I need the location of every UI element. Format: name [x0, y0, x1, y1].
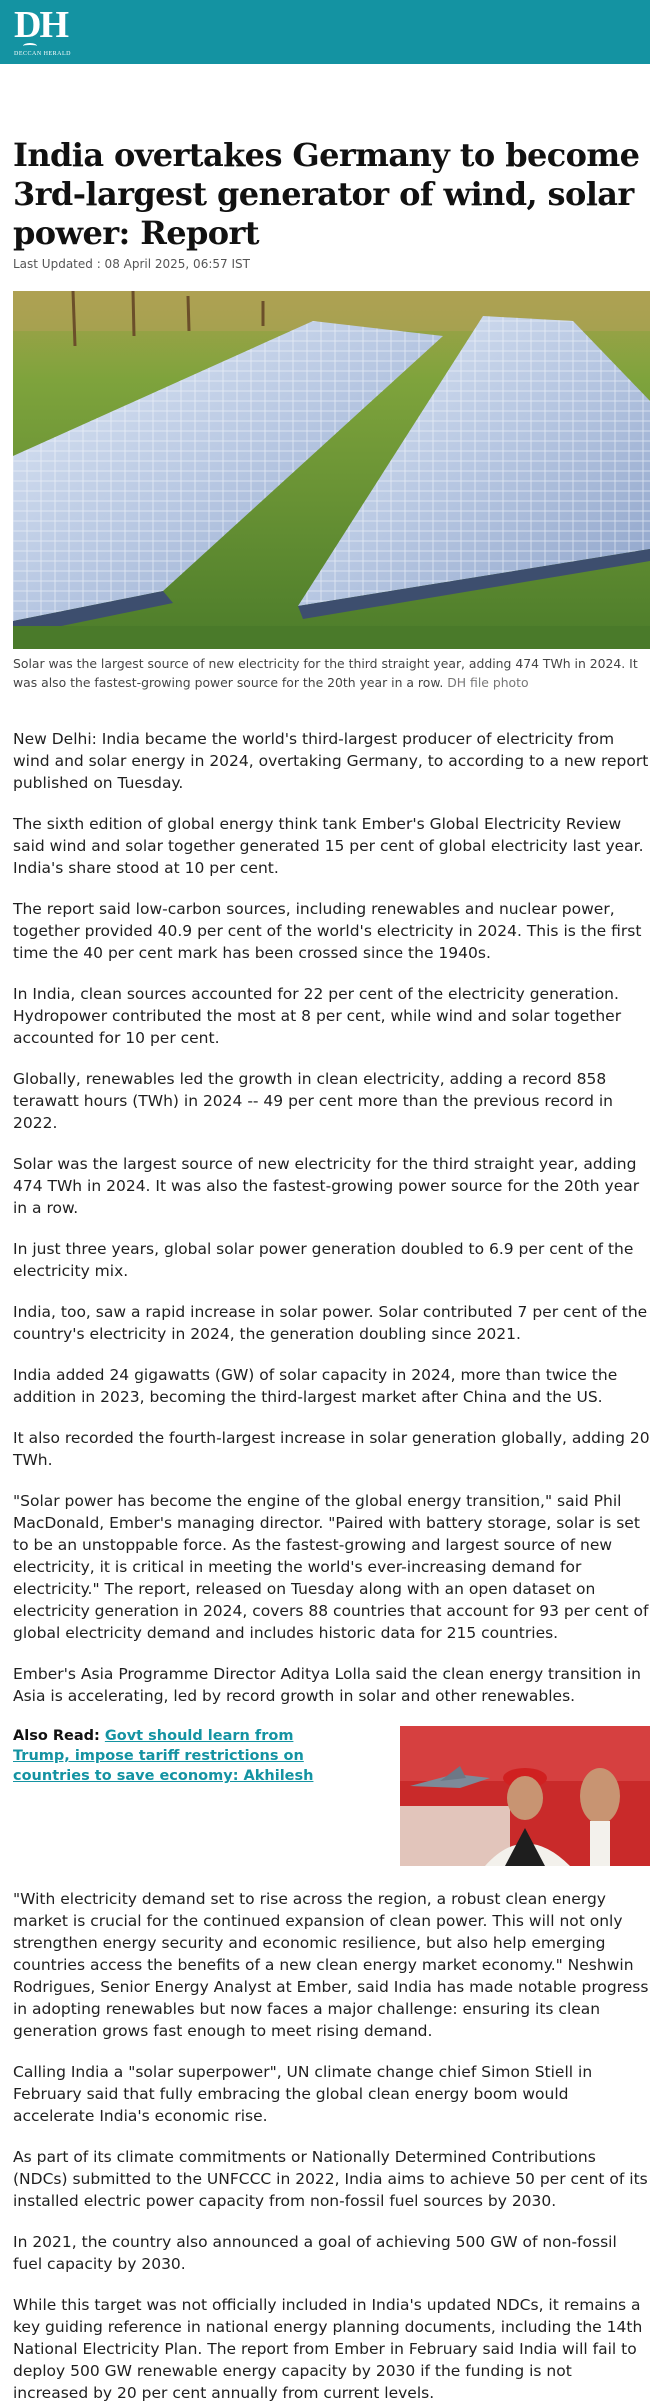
paragraph: The sixth edition of global energy think tank Ember's Global Electricity Review said wind and solar together generated 15 per cent of global electricity last year. India's share stood at 10 per cent. — [13, 815, 644, 877]
paragraph: In 2021, the country also announced a goal of achieving 500 GW of non-fossil fuel capacity by 2030. — [13, 2233, 617, 2273]
paragraph: In just three years, global solar power generation doubled to 6.9 per cent of the electricity mix. — [13, 1240, 634, 1280]
logo-mark: DH — [14, 3, 67, 46]
paragraph: It also recorded the fourth-largest increase in solar generation globally, adding 20 TWh. — [13, 1429, 650, 1469]
also-read-block — [13, 1726, 650, 1866]
hero-image-solar-panels — [13, 291, 650, 649]
site-header — [0, 0, 650, 64]
paragraph: Ember's Asia Programme Director Aditya Lolla said the clean energy transition in Asia is accelerating, led by record growth in solar and other renewables. — [13, 1665, 641, 1705]
paragraph: New Delhi: India became the world's third-largest producer of electricity from wind and solar energy in 2024, overtaking Germany, to according to a new report published on Tuesday. — [13, 730, 649, 792]
paragraph: India added 24 gigawatts (GW) of solar capacity in 2024, more than twice the addition in 2023, becoming the third-largest market after China and the US. — [13, 1366, 618, 1406]
paragraph: Solar was the largest source of new electricity for the third straight year, adding 474 TWh in 2024. It was also the fastest-growing power source for the 20th year in a row. — [13, 1155, 640, 1217]
paragraph: India, too, saw a rapid increase in solar power. Solar contributed 7 per cent of the country's electricity in 2024, the generation doubling since 2021. — [13, 1303, 648, 1343]
article-main — [0, 136, 650, 2404]
solar-panels-illustration — [13, 291, 650, 649]
logo-emblem-icon — [23, 43, 37, 49]
hero-figure — [13, 291, 650, 692]
also-read-thumbnail[interactable] — [400, 1726, 650, 1866]
also-read-label: Also Read: — [13, 1728, 100, 1744]
paragraph: Globally, renewables led the growth in clean electricity, adding a record 858 terawatt hours (TWh) in 2024 -- 49 per cent more than the previous record in 2022. — [13, 1070, 613, 1132]
paragraph: Calling India a "solar superpower", UN climate change chief Simon Stiell in February said that fully embracing the global clean energy boom would accelerate India's economic rise. — [13, 2063, 593, 2125]
paragraph: "With electricity demand set to rise across the region, a robust clean energy market is crucial for the continued expansion of clean power. This will not only strengthen energy security and economic resilience, but also help emerging countries access the benefits of a new clean energy market economy." Neshwin Rodrigues, Senior Energy Analyst at Ember, said India has made notable progress in adopting renewables but now faces a major challenge: ensuring its clean generation grows fast enough to meet rising demand. — [13, 1890, 649, 2040]
paragraph: While this target was not officially included in India's updated NDCs, it remains a key guiding reference in national energy planning documents, including the 14th National Electricity Plan. The report from Ember in February said India will fail to deploy 500 GW renewable energy capacity by 2030 if the funding is not increased by 20 per cent annually from current levels. — [13, 2296, 643, 2402]
hero-caption — [13, 654, 643, 692]
article-title: India overtakes Germany to become 3rd-largest generator of wind, solar power: Report — [13, 136, 640, 252]
last-updated: Last Updated : 08 April 2025, 06:57 IST — [13, 257, 250, 271]
logo-subtitle: DECCAN HERALD — [14, 50, 71, 57]
paragraph: The report said low-carbon sources, including renewables and nuclear power, together provided 40.9 per cent of the world's electricity in 2024. This is the first time the 40 per cent mark has been crossed since the 1940s. — [13, 900, 642, 962]
also-read-text — [13, 1726, 353, 1866]
caption-text: Solar was the largest source of new electricity for the third straight year, adding 474 TWh in 2024. It was also the fastest-growing power source for the 20th year in a row. — [13, 656, 638, 690]
also-read-link[interactable]: Govt should learn from Trump, impose tariff restrictions on countries to save economy: Akhilesh — [13, 1728, 314, 1784]
paragraph: As part of its climate commitments or Nationally Determined Contributions (NDCs) submitted to the UNFCCC in 2022, India aims to achieve 50 per cent of its installed electric power capacity from non-fossil fuel sources by 2030. — [13, 2148, 648, 2210]
paragraph: "Solar power has become the engine of the global energy transition," said Phil MacDonald, Ember's managing director. "Paired with battery storage, solar is set to be an unstoppable force. As the fastest-growing and largest source of new electricity, it is critical in meeting the world's ever-increasing demand for electricity." The report, released on Tuesday along with an open dataset on electricity generation in 2024, covers 88 countries that account for 93 per cent of global electricity demand and includes historic data for 215 countries. — [13, 1492, 649, 1642]
caption-credit: DH file photo — [447, 675, 529, 690]
dh-logo[interactable] — [14, 3, 71, 57]
article-body — [13, 728, 650, 2404]
politician-photo-illustration — [400, 1726, 650, 1866]
paragraph: In India, clean sources accounted for 22 per cent of the electricity generation. Hydropower contributed the most at 8 per cent, while wind and solar together accounted for 10 per cent. — [13, 985, 622, 1047]
